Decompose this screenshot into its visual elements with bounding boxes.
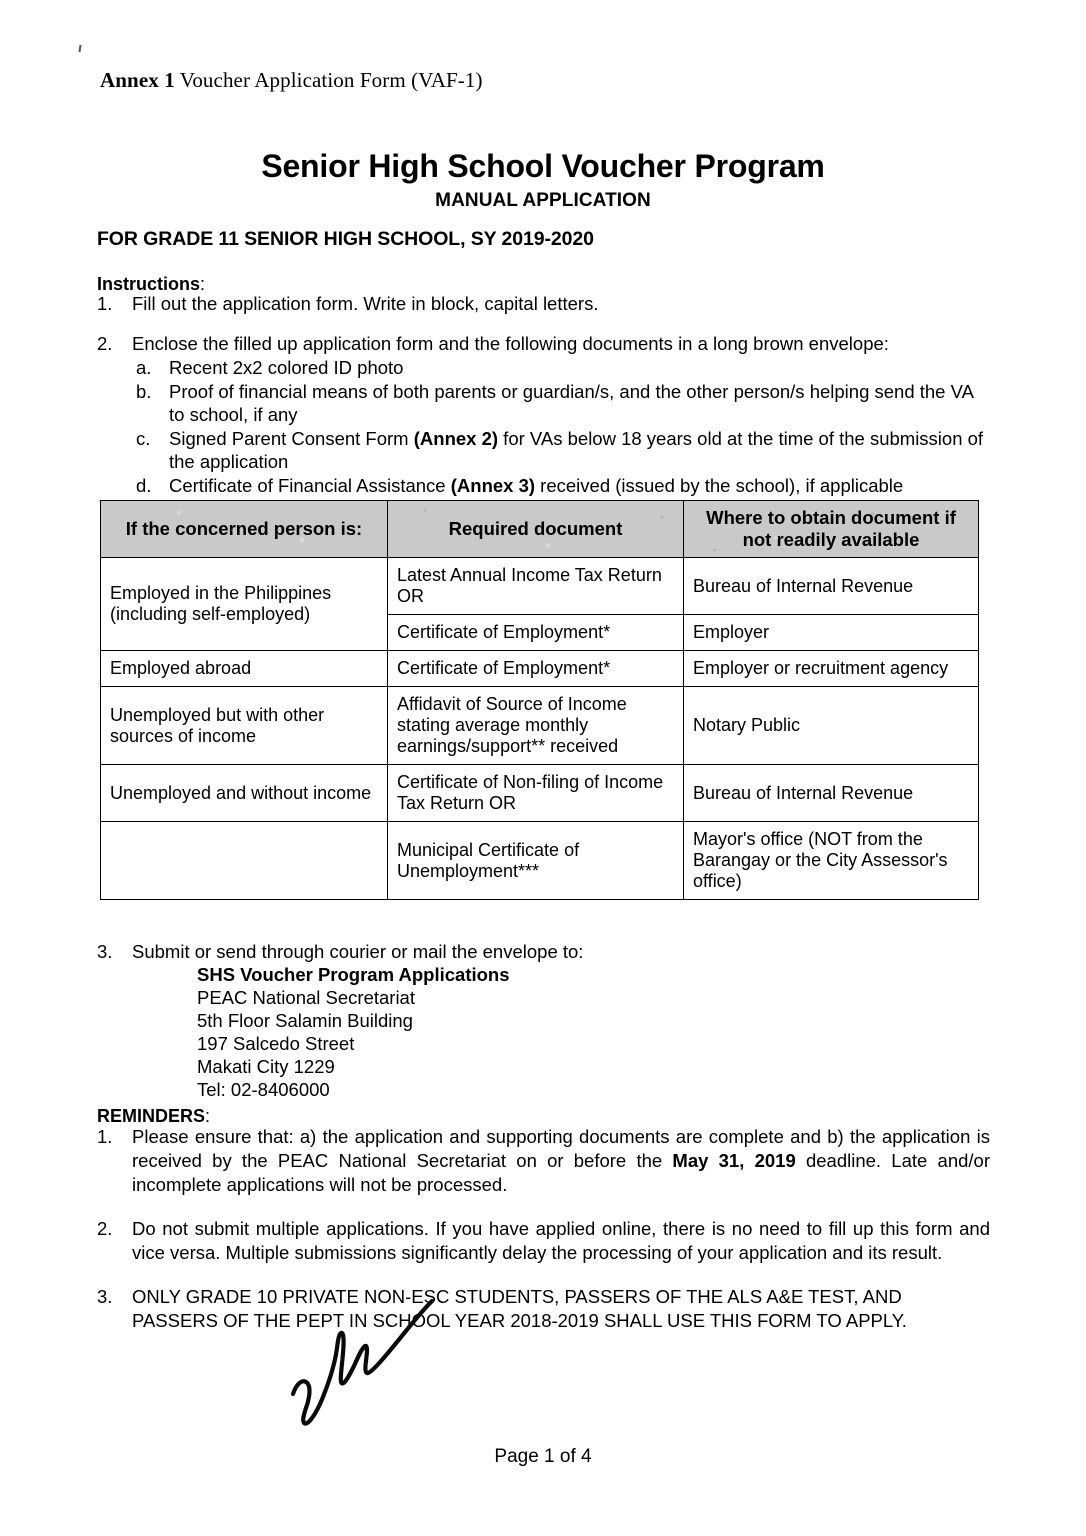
instruction-text: Fill out the application form. Write in block, capital letters.	[132, 293, 599, 314]
annex-label: Annex 1	[100, 68, 175, 92]
address-line-org: SHS Voucher Program Applications	[197, 964, 510, 985]
cell-where: Notary Public	[684, 687, 979, 765]
annex-header	[100, 68, 483, 93]
subitem-text-pre: Signed Parent Consent Form	[169, 428, 414, 449]
address-line-building: 5th Floor Salamin Building	[197, 1010, 413, 1031]
address-line-secretariat: PEAC National Secretariat	[197, 987, 415, 1008]
column-header-person: If the concerned person is:	[101, 501, 388, 558]
subitem-annex-ref: (Annex 3)	[450, 475, 536, 496]
column-header-document: Required document	[388, 501, 684, 558]
cell-person: Unemployed and without income	[101, 765, 388, 822]
table-header-row	[101, 501, 979, 558]
cell-document: Affidavit of Source of Income stating average monthly earnings/support** received	[388, 687, 684, 765]
grade-level-line: FOR GRADE 11 SENIOR HIGH SCHOOL, SY 2019-2020	[97, 228, 594, 250]
cell-person: Employed abroad	[101, 651, 388, 687]
column-header-where: Where to obtain document if not readily available	[684, 501, 979, 558]
cell-where: Employer	[684, 615, 979, 651]
subitem-letter: c.	[136, 428, 151, 449]
handwritten-signature	[288, 1296, 438, 1431]
reminder-text-post: deadline. Late and/or incomplete applications will not be processed.	[132, 1150, 990, 1195]
table-header	[101, 501, 979, 558]
subitem-text: Proof of financial means of both parents or guardian/s, and the other person/s helping send the VA to school, if any	[169, 381, 973, 425]
instructions-list	[97, 292, 987, 514]
reminder-number: 3.	[97, 1286, 113, 1307]
cell-document: Latest Annual Income Tax Return OR	[388, 558, 684, 615]
subitem-letter: d.	[136, 475, 152, 496]
cell-where: Bureau of Internal Revenue	[684, 558, 979, 615]
subitem-annex-ref: (Annex 2)	[413, 428, 499, 449]
page-subtitle: MANUAL APPLICATION	[435, 190, 651, 211]
table-row	[101, 687, 979, 765]
submission-block	[97, 940, 987, 1101]
instruction-subitem-d	[132, 474, 987, 497]
page-footer: Page 1 of 4	[494, 1446, 592, 1467]
reminders-heading	[97, 1106, 210, 1127]
cell-document: Municipal Certificate of Unemployment***	[388, 822, 684, 900]
address-line-city: Makati City 1229	[197, 1056, 335, 1077]
page-title: Senior High School Voucher Program	[261, 148, 825, 184]
instructions-heading-text: Instructions	[97, 274, 201, 294]
annex-title-text: Voucher Application Form (VAF-1)	[174, 68, 483, 92]
address-line-telephone: Tel: 02-8406000	[197, 1079, 330, 1100]
submission-item	[97, 940, 987, 1101]
reminder-deadline-date: May 31, 2019	[672, 1150, 796, 1171]
reminders-heading-text: REMINDERS	[97, 1106, 206, 1126]
subitem-text: Recent 2x2 colored ID photo	[169, 357, 404, 378]
cell-where: Bureau of Internal Revenue	[684, 765, 979, 822]
subitem-text-pre: Certificate of Financial Assistance	[169, 475, 451, 496]
instruction-number: 2.	[97, 333, 113, 354]
table-body	[101, 558, 979, 900]
reminder-text: ONLY GRADE 10 PRIVATE NON-ESC STUDENTS, PASSERS OF THE ALS A&E TEST, AND PASSERS OF THE PEPT IN SCHOOL YEAR 2018-2019 SHALL USE THIS FORM TO APPLY.	[132, 1286, 907, 1331]
instructions-heading-colon: :	[200, 274, 206, 294]
instruction-text: Enclose the filled up application form and the following documents in a long brown envelope:	[132, 333, 889, 354]
instruction-subitem-b	[132, 380, 987, 426]
cell-person: Unemployed but with other sources of income	[101, 687, 388, 765]
reminder-item-3	[97, 1285, 990, 1333]
cell-document: Certificate of Employment*	[388, 615, 684, 651]
submission-lead-text: Submit or send through courier or mail the envelope to:	[132, 941, 584, 962]
instruction-number: 1.	[97, 293, 113, 314]
instruction-item-2	[97, 332, 987, 497]
cell-where: Mayor's office (NOT from the Barangay or the City Assessor's office)	[684, 822, 979, 900]
table-row	[101, 822, 979, 900]
reminders-list	[97, 1125, 990, 1353]
subitem-letter: b.	[136, 381, 152, 402]
table-row	[101, 558, 979, 615]
scan-artifact-tick	[79, 45, 82, 52]
mailing-address	[197, 963, 987, 1101]
cell-person-empty	[101, 822, 388, 900]
cell-document: Certificate of Employment*	[388, 651, 684, 687]
reminder-number: 1.	[97, 1126, 113, 1147]
reminders-heading-colon: :	[205, 1106, 211, 1126]
required-documents-table	[100, 500, 979, 900]
instruction-item-1	[97, 292, 987, 315]
table-row	[101, 651, 979, 687]
cell-person: Employed in the Philippines (including self-employed)	[101, 558, 388, 651]
instruction-subitem-a	[132, 356, 987, 379]
address-line-street: 197 Salcedo Street	[197, 1033, 355, 1054]
reminder-number: 2.	[97, 1218, 113, 1239]
subitem-text-post: for VAs below 18 years old at the time of the submission of the application	[169, 428, 984, 472]
submission-number: 3.	[97, 941, 113, 962]
instruction-sublist	[132, 356, 987, 497]
table-row	[101, 765, 979, 822]
cell-where: Employer or recruitment agency	[684, 651, 979, 687]
reminder-text: Do not submit multiple applications. If you have applied online, there is no need to fill up this form and vice versa. Multiple submissions significantly delay the processing of your application and its result.	[132, 1218, 990, 1263]
cell-document: Certificate of Non-filing of Income Tax Return OR	[388, 765, 684, 822]
instruction-subitem-c	[132, 427, 987, 473]
reminder-item-2	[97, 1217, 990, 1265]
reminder-item-1	[97, 1125, 990, 1197]
subitem-letter: a.	[136, 357, 152, 378]
reminder-text-pre: Please ensure that: a) the application and supporting documents are complete and b) the application is received by the PEAC National Secretariat on or before the	[132, 1126, 990, 1171]
subitem-text-post: received (issued by the school), if applicable	[535, 475, 904, 496]
